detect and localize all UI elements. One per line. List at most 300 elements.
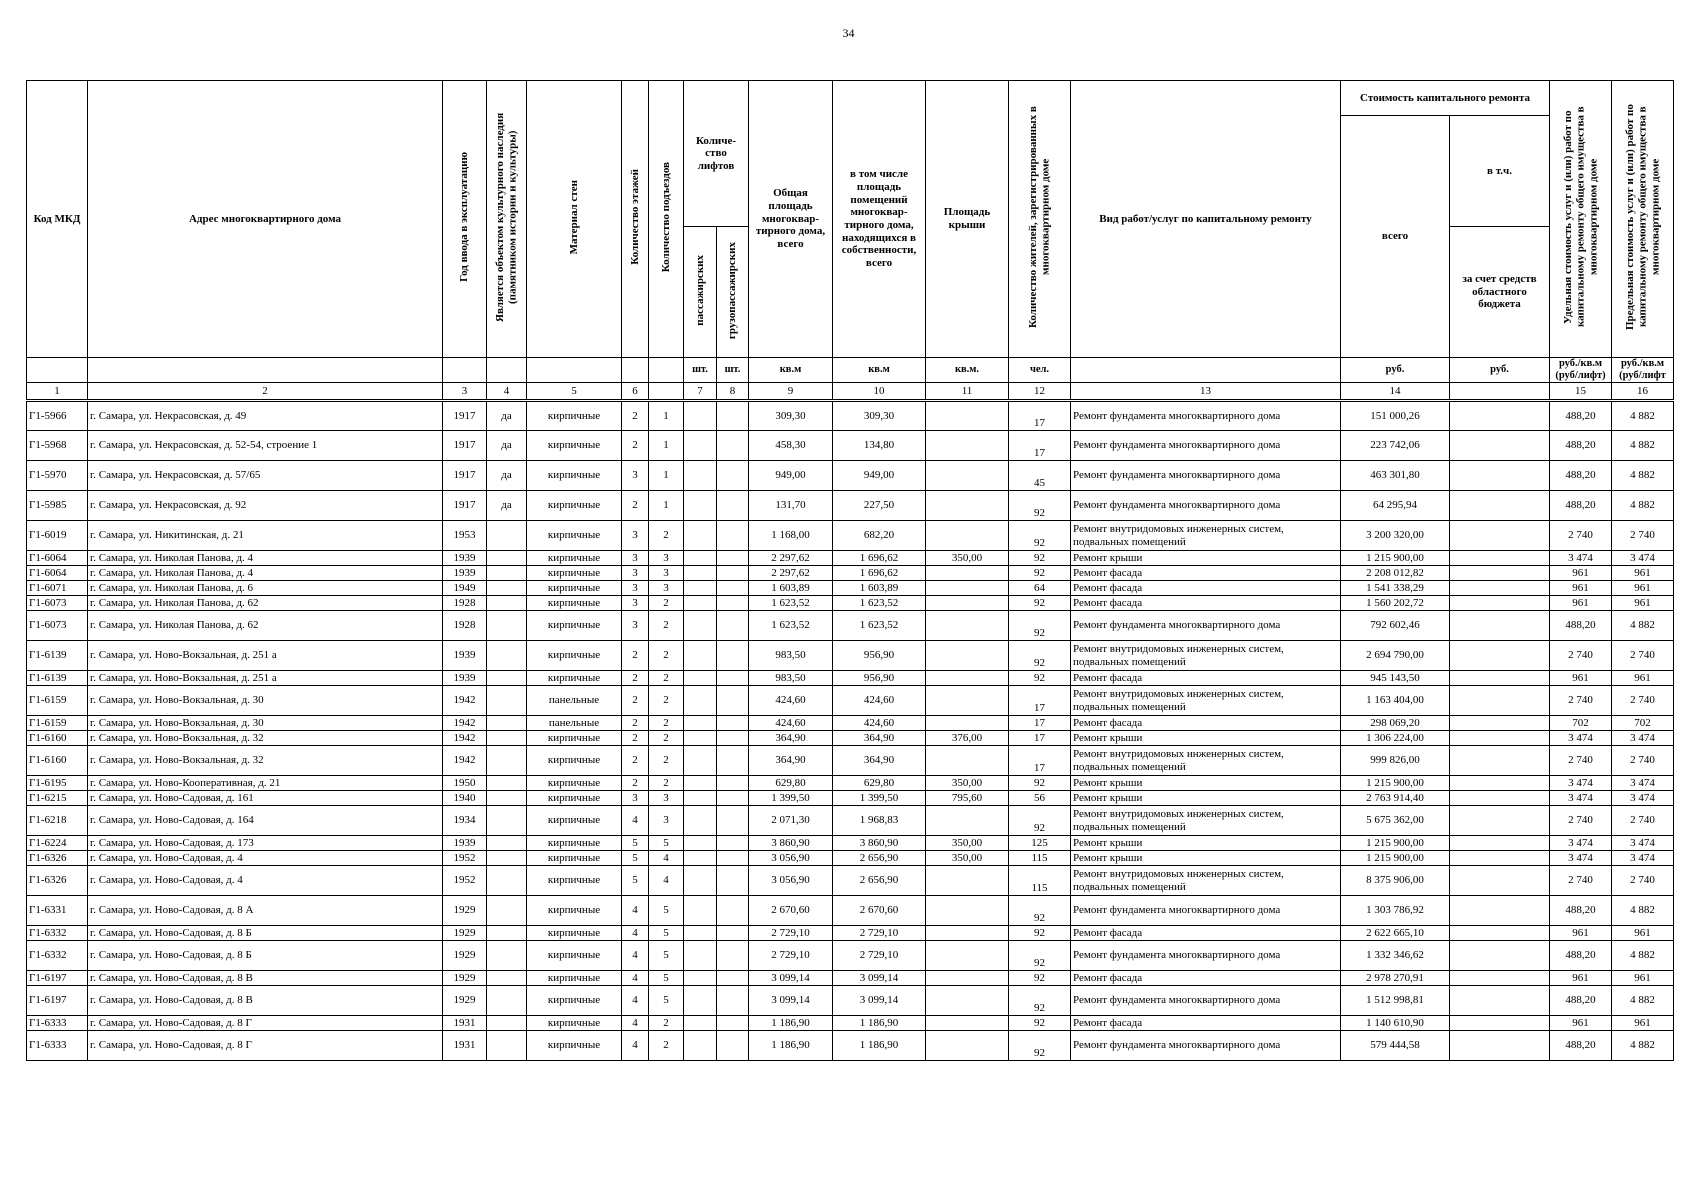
cell-entrances: 2 [649,1016,684,1031]
cell-floors: 3 [622,791,649,806]
column-number: 10 [833,383,926,401]
header-lifts: Количе- ство лифтов [684,81,749,227]
cell-lifts-cargo [717,926,749,941]
cell-floors: 2 [622,776,649,791]
cell-limit-cost: 4 882 [1612,401,1674,431]
cell-heritage [487,791,527,806]
cell-floors: 2 [622,731,649,746]
cell-owned-area: 2 670,60 [833,896,926,926]
cell-entrances: 2 [649,686,684,716]
cell-residents: 17 [1009,431,1071,461]
cell-lifts-passenger [684,851,717,866]
cell-lifts-passenger [684,521,717,551]
cell-lifts-passenger [684,686,717,716]
cell-lifts-passenger [684,941,717,971]
cell-lifts-cargo [717,791,749,806]
cell-entrances: 3 [649,566,684,581]
cell-code: Г1-6073 [27,596,88,611]
cell-total-area: 1 603,89 [749,581,833,596]
cell-code: Г1-6159 [27,716,88,731]
cell-cost-total: 1 303 786,92 [1341,896,1450,926]
cell-roof-area: 350,00 [926,851,1009,866]
cell-address: г. Самара, ул. Ново-Садовая, д. 161 [88,791,443,806]
cell-wall: кирпичные [527,731,622,746]
cell-cost-regional [1450,641,1550,671]
cell-entrances: 5 [649,836,684,851]
cell-work-type: Ремонт внутридомовых инженерных систем, подвальных помещений [1071,686,1341,716]
cell-residents: 17 [1009,746,1071,776]
cell-owned-area: 424,60 [833,686,926,716]
cell-floors: 3 [622,461,649,491]
cell-wall: кирпичные [527,566,622,581]
cell-roof-area: 350,00 [926,836,1009,851]
cell-floors: 2 [622,686,649,716]
cell-address: г. Самара, ул. Ново-Вокзальная, д. 30 [88,686,443,716]
cell-address: г. Самара, ул. Ново-Садовая, д. 8 А [88,896,443,926]
cell-entrances: 5 [649,926,684,941]
cell-year: 1939 [443,671,487,686]
column-number: 1 [27,383,88,401]
table-row [27,1016,1674,1031]
cell-heritage [487,866,527,896]
cell-heritage [487,521,527,551]
header-heritage: Является объектом культурного наследия (памятником истории и культуры) [487,81,527,358]
header-roof-area: Площадь крыши [926,81,1009,358]
header-limit-cost: Предельная стоимость услуг и (или) работ по капитальному ремонту общего имущества в многоквартирном доме [1612,81,1674,358]
cell-cost-total: 1 215 900,00 [1341,851,1450,866]
cell-owned-area: 2 729,10 [833,926,926,941]
cell-floors: 2 [622,491,649,521]
cell-code: Г1-6064 [27,566,88,581]
cell-unit-cost: 488,20 [1550,431,1612,461]
cell-residents: 92 [1009,491,1071,521]
cell-work-type: Ремонт крыши [1071,731,1341,746]
cell-residents: 92 [1009,611,1071,641]
cell-lifts-passenger [684,971,717,986]
cell-total-area: 3 056,90 [749,866,833,896]
cell-limit-cost: 961 [1612,581,1674,596]
table-row [27,581,1674,596]
cell-residents: 92 [1009,806,1071,836]
cell-entrances: 3 [649,581,684,596]
cell-work-type: Ремонт фасада [1071,596,1341,611]
column-number: 11 [926,383,1009,401]
cell-owned-area: 956,90 [833,671,926,686]
cell-roof-area [926,431,1009,461]
cell-lifts-passenger [684,776,717,791]
cell-lifts-cargo [717,521,749,551]
cell-lifts-cargo [717,896,749,926]
cell-owned-area: 949,00 [833,461,926,491]
cell-lifts-cargo [717,851,749,866]
cell-cost-total: 579 444,58 [1341,1031,1450,1061]
cell-limit-cost: 3 474 [1612,791,1674,806]
cell-year: 1942 [443,686,487,716]
header-work-type: Вид работ/услуг по капитальному ремонту [1071,81,1341,358]
cell-roof-area [926,461,1009,491]
cell-roof-area: 350,00 [926,551,1009,566]
cell-unit-cost: 2 740 [1550,806,1612,836]
cell-limit-cost: 4 882 [1612,1031,1674,1061]
cell-cost-total: 2 978 270,91 [1341,971,1450,986]
cell-residents: 17 [1009,686,1071,716]
cell-work-type: Ремонт фундамента многоквартирного дома [1071,461,1341,491]
cell-unit-cost: 3 474 [1550,836,1612,851]
cell-address: г. Самара, ул. Ново-Садовая, д. 8 Б [88,941,443,971]
cell-lifts-cargo [717,986,749,1016]
table-row [27,791,1674,806]
cell-year: 1929 [443,941,487,971]
cell-wall: кирпичные [527,776,622,791]
cell-total-area: 364,90 [749,731,833,746]
cell-work-type: Ремонт крыши [1071,776,1341,791]
cell-lifts-passenger [684,986,717,1016]
cell-code: Г1-6195 [27,776,88,791]
cell-total-area: 2 670,60 [749,896,833,926]
cell-lifts-passenger [684,1031,717,1061]
cell-total-area: 1 186,90 [749,1016,833,1031]
cell-floors: 3 [622,566,649,581]
cell-cost-total: 223 742,06 [1341,431,1450,461]
cell-floors: 3 [622,551,649,566]
table-row [27,461,1674,491]
header-entrances: Количество подъездов [649,81,684,358]
cell-floors: 2 [622,746,649,776]
cell-wall: кирпичные [527,461,622,491]
cell-unit-cost: 488,20 [1550,1031,1612,1061]
cell-cost-total: 3 200 320,00 [1341,521,1450,551]
cell-residents: 92 [1009,971,1071,986]
cell-roof-area [926,596,1009,611]
cell-address: г. Самара, ул. Ново-Садовая, д. 8 Г [88,1016,443,1031]
cell-residents: 56 [1009,791,1071,806]
cell-lifts-passenger [684,836,717,851]
cell-heritage [487,551,527,566]
cell-code: Г1-6197 [27,986,88,1016]
table-row [27,986,1674,1016]
cell-cost-total: 1 140 610,90 [1341,1016,1450,1031]
cell-heritage [487,746,527,776]
cell-entrances: 2 [649,1031,684,1061]
cell-lifts-passenger [684,896,717,926]
cell-work-type: Ремонт фундамента многоквартирного дома [1071,491,1341,521]
cell-limit-cost: 2 740 [1612,641,1674,671]
cell-lifts-cargo [717,776,749,791]
unit-cell [88,358,443,383]
cell-wall: кирпичные [527,641,622,671]
unit-sqm: кв.м. [926,358,1009,383]
cell-lifts-passenger [684,581,717,596]
cell-address: г. Самара, ул. Ново-Садовая, д. 8 Б [88,926,443,941]
cell-cost-regional [1450,566,1550,581]
cell-residents: 92 [1009,986,1071,1016]
cell-year: 1917 [443,431,487,461]
cell-lifts-passenger [684,731,717,746]
cell-cost-regional [1450,776,1550,791]
cell-cost-regional [1450,431,1550,461]
cell-limit-cost: 702 [1612,716,1674,731]
cell-wall: кирпичные [527,806,622,836]
cell-roof-area [926,971,1009,986]
cell-cost-regional [1450,461,1550,491]
cell-wall: кирпичные [527,941,622,971]
cell-address: г. Самара, ул. Николая Панова, д. 62 [88,611,443,641]
cell-total-area: 3 099,14 [749,986,833,1016]
cell-cost-total: 945 143,50 [1341,671,1450,686]
cell-roof-area [926,806,1009,836]
cell-total-area: 364,90 [749,746,833,776]
cell-roof-area [926,926,1009,941]
table-row [27,716,1674,731]
cell-lifts-cargo [717,671,749,686]
cell-heritage: да [487,431,527,461]
table-row [27,521,1674,551]
cell-work-type: Ремонт крыши [1071,836,1341,851]
unit-pcs: шт. [684,358,717,383]
cell-entrances: 2 [649,611,684,641]
cell-lifts-cargo [717,836,749,851]
cell-heritage [487,731,527,746]
cell-lifts-cargo [717,731,749,746]
cell-floors: 2 [622,641,649,671]
cell-heritage [487,986,527,1016]
cell-cost-total: 1 560 202,72 [1341,596,1450,611]
column-number: 5 [527,383,622,401]
cell-entrances: 4 [649,851,684,866]
cell-cost-regional [1450,941,1550,971]
cell-wall: кирпичные [527,866,622,896]
cell-entrances: 2 [649,521,684,551]
column-number: 7 [684,383,717,401]
unit-sqm: кв.м [749,358,833,383]
cell-lifts-passenger [684,551,717,566]
cell-code: Г1-6139 [27,641,88,671]
cell-unit-cost: 961 [1550,1016,1612,1031]
cell-lifts-cargo [717,431,749,461]
cell-address: г. Самара, ул. Ново-Садовая, д. 4 [88,851,443,866]
cell-cost-total: 1 215 900,00 [1341,776,1450,791]
cell-entrances: 2 [649,671,684,686]
unit-rub: руб. [1341,358,1450,383]
cell-wall: кирпичные [527,791,622,806]
cell-year: 1929 [443,986,487,1016]
cell-owned-area: 3 099,14 [833,986,926,1016]
cell-code: Г1-5968 [27,431,88,461]
cell-roof-area [926,611,1009,641]
unit-cell [27,358,88,383]
cell-code: Г1-5985 [27,491,88,521]
cell-lifts-passenger [684,806,717,836]
header-year: Год ввода в эксплуатацию [443,81,487,358]
cell-roof-area [926,986,1009,1016]
cell-lifts-cargo [717,641,749,671]
cell-entrances: 1 [649,491,684,521]
unit-pcs: шт. [717,358,749,383]
cell-year: 1950 [443,776,487,791]
column-number: 13 [1071,383,1341,401]
cell-heritage [487,896,527,926]
cell-lifts-passenger [684,401,717,431]
cell-address: г. Самара, ул. Ново-Вокзальная, д. 30 [88,716,443,731]
cell-address: г. Самара, ул. Ново-Вокзальная, д. 251 а [88,671,443,686]
cell-wall: кирпичные [527,1031,622,1061]
cell-residents: 92 [1009,521,1071,551]
cell-lifts-passenger [684,746,717,776]
unit-cell [649,358,684,383]
cell-floors: 2 [622,401,649,431]
header-unit-cost: Удельная стоимость услуг и (или) работ по капитальному ремонту общего имущества в многоквартирном доме [1550,81,1612,358]
cell-lifts-passenger [684,716,717,731]
cell-owned-area: 1 968,83 [833,806,926,836]
cell-code: Г1-6019 [27,521,88,551]
cell-lifts-passenger [684,671,717,686]
cell-floors: 3 [622,581,649,596]
table-row [27,686,1674,716]
cell-entrances: 2 [649,776,684,791]
cell-work-type: Ремонт крыши [1071,551,1341,566]
cell-unit-cost: 488,20 [1550,986,1612,1016]
cell-lifts-passenger [684,611,717,641]
cell-total-area: 309,30 [749,401,833,431]
cell-year: 1939 [443,566,487,581]
cell-floors: 4 [622,971,649,986]
cell-entrances: 2 [649,716,684,731]
cell-owned-area: 3 860,90 [833,836,926,851]
cell-lifts-cargo [717,461,749,491]
cell-total-area: 2 071,30 [749,806,833,836]
cell-owned-area: 2 729,10 [833,941,926,971]
cell-wall: кирпичные [527,746,622,776]
cell-floors: 4 [622,926,649,941]
cell-total-area: 1 186,90 [749,1031,833,1061]
cell-wall: кирпичные [527,401,622,431]
cell-work-type: Ремонт фундамента многоквартирного дома [1071,611,1341,641]
cell-work-type: Ремонт внутридомовых инженерных систем, подвальных помещений [1071,746,1341,776]
cell-unit-cost: 3 474 [1550,551,1612,566]
table-row [27,806,1674,836]
table-row [27,431,1674,461]
cell-floors: 4 [622,1016,649,1031]
cell-limit-cost: 4 882 [1612,491,1674,521]
cell-wall: кирпичные [527,551,622,566]
cell-code: Г1-6160 [27,746,88,776]
cell-code: Г1-6332 [27,926,88,941]
header-owned-area: в том числе площадь помещений многоквар- тирного дома, находящихся в собственности, всего [833,81,926,358]
column-number: 6 [622,383,649,401]
table-row [27,836,1674,851]
table-row [27,731,1674,746]
cell-work-type: Ремонт фасада [1071,926,1341,941]
cell-total-area: 2 297,62 [749,551,833,566]
cell-owned-area: 1 186,90 [833,1016,926,1031]
cell-roof-area: 350,00 [926,776,1009,791]
cell-entrances: 4 [649,866,684,896]
cell-total-area: 949,00 [749,461,833,491]
cell-address: г. Самара, ул. Ново-Вокзальная, д. 32 [88,731,443,746]
cell-work-type: Ремонт фасада [1071,716,1341,731]
cell-owned-area: 1 603,89 [833,581,926,596]
cell-unit-cost: 2 740 [1550,866,1612,896]
cell-unit-cost: 2 740 [1550,686,1612,716]
cell-work-type: Ремонт фасада [1071,671,1341,686]
cell-unit-cost: 3 474 [1550,731,1612,746]
cell-cost-regional [1450,791,1550,806]
cell-year: 1940 [443,791,487,806]
cell-heritage [487,836,527,851]
cell-address: г. Самара, ул. Ново-Садовая, д. 8 В [88,971,443,986]
cell-wall: кирпичные [527,581,622,596]
cell-roof-area [926,866,1009,896]
cell-unit-cost: 3 474 [1550,851,1612,866]
cell-entrances: 3 [649,551,684,566]
cell-floors: 4 [622,896,649,926]
cell-entrances: 1 [649,461,684,491]
cell-work-type: Ремонт фасада [1071,566,1341,581]
cell-address: г. Самара, ул. Ново-Садовая, д. 8 В [88,986,443,1016]
unit-rub-per: руб./кв.м (руб/лифт [1612,358,1674,383]
cell-residents: 17 [1009,716,1071,731]
cell-year: 1939 [443,836,487,851]
cell-owned-area: 682,20 [833,521,926,551]
cell-lifts-cargo [717,401,749,431]
cell-unit-cost: 488,20 [1550,941,1612,971]
cell-total-area: 2 729,10 [749,926,833,941]
cell-heritage [487,851,527,866]
cell-total-area: 983,50 [749,671,833,686]
cell-roof-area [926,566,1009,581]
cell-residents: 92 [1009,596,1071,611]
cell-roof-area [926,581,1009,596]
cell-wall: кирпичные [527,611,622,641]
table-row [27,401,1674,431]
cell-cost-total: 8 375 906,00 [1341,866,1450,896]
cell-total-area: 1 399,50 [749,791,833,806]
cell-heritage [487,1016,527,1031]
cell-cost-total: 1 541 338,29 [1341,581,1450,596]
cell-cost-total: 792 602,46 [1341,611,1450,641]
cell-limit-cost: 2 740 [1612,521,1674,551]
cell-limit-cost: 3 474 [1612,731,1674,746]
cell-heritage: да [487,401,527,431]
cell-residents: 92 [1009,551,1071,566]
cell-owned-area: 424,60 [833,716,926,731]
cell-limit-cost: 3 474 [1612,851,1674,866]
cell-address: г. Самара, ул. Некрасовская, д. 57/65 [88,461,443,491]
cell-floors: 4 [622,806,649,836]
cell-work-type: Ремонт фундамента многоквартирного дома [1071,896,1341,926]
cell-limit-cost: 3 474 [1612,551,1674,566]
page-number: 34 [842,26,855,40]
cell-lifts-passenger [684,431,717,461]
cell-total-area: 424,60 [749,686,833,716]
cell-heritage [487,671,527,686]
table-row [27,671,1674,686]
cell-cost-regional [1450,866,1550,896]
cell-work-type: Ремонт фундамента многоквартирного дома [1071,431,1341,461]
cell-floors: 3 [622,521,649,551]
cell-owned-area: 2 656,90 [833,851,926,866]
cell-residents: 92 [1009,1031,1071,1061]
cell-code: Г1-6224 [27,836,88,851]
cell-work-type: Ремонт фасада [1071,971,1341,986]
cell-work-type: Ремонт фундамента многоквартирного дома [1071,941,1341,971]
cell-limit-cost: 961 [1612,671,1674,686]
cell-total-area: 1 623,52 [749,596,833,611]
table-row [27,776,1674,791]
cell-limit-cost: 2 740 [1612,806,1674,836]
cell-cost-regional [1450,1016,1550,1031]
cell-lifts-cargo [717,866,749,896]
